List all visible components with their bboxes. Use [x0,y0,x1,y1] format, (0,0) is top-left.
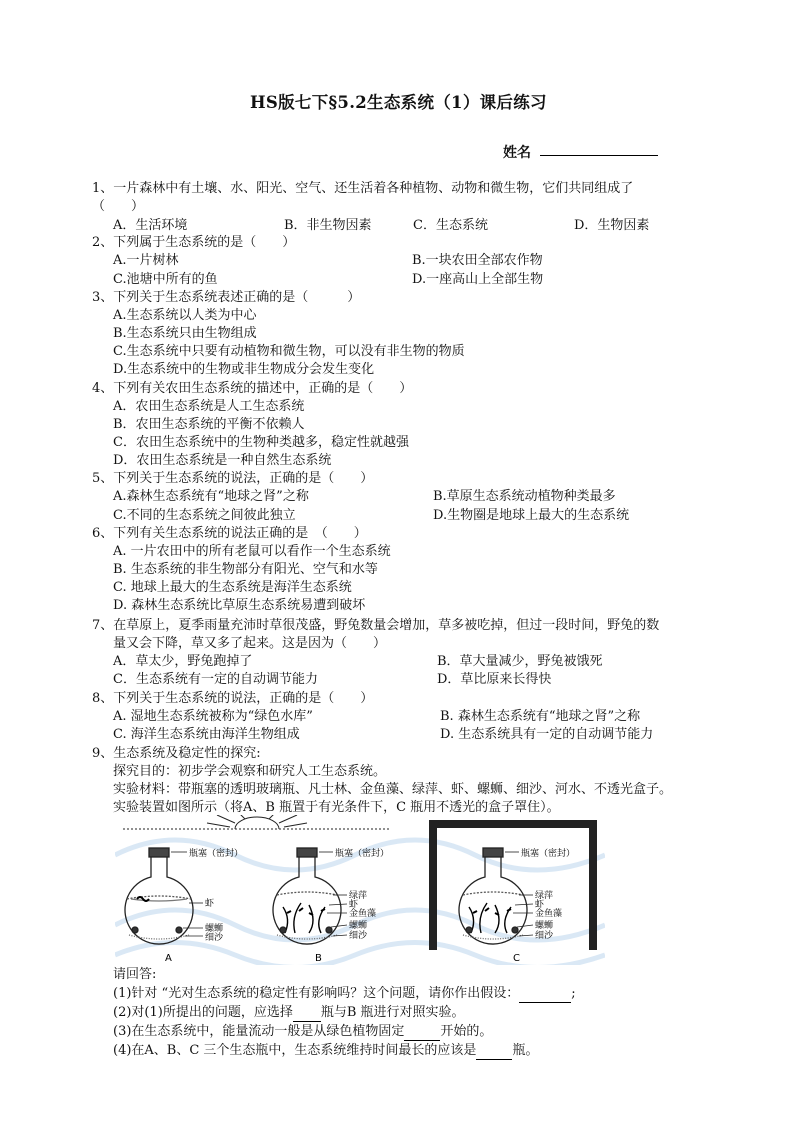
q5-option-a: A.森林生态系统有“地球之肾”之称 [113,489,309,504]
q6-option-d: D. 森林生态系统比草原生态系统易遭到破坏 [113,598,366,613]
q3-option-d: D.生态系统中的生物或非生物成分会发生变化 [113,362,375,377]
q9-sub3 [113,1023,492,1041]
flask-b-stopper-label: 瓶塞（密封） [335,849,390,859]
flask-a-shrimp-label: 虾 [205,899,215,909]
q9-setup: 实验装置如图所示（将A、B 瓶置于有光条件下，C 瓶用不透光的盒子罩住）。 [113,800,560,815]
q8-option-b: B. 森林生态系统有“地球之肾”之称 [440,709,641,724]
page-title: HS版七下§5.2生态系统（1）课后练习 [250,93,547,112]
q2-option-a: A.一片树林 [113,253,179,268]
q9-sub2-text-a: (2)对(1)所提出的问题，应选择 [113,1005,293,1020]
q9-stem: 9、生态系统及稳定性的探究: [92,746,261,761]
q6-option-a: A. 一片农田中的所有老鼠可以看作一个生态系统 [113,544,391,559]
q7-option-b: B．草大量减少，野兔被饿死 [437,654,603,669]
q6-option-b: B. 生态系统的非生物部分有阳光、空气和水等 [113,562,378,577]
q1-option-a: A．生活环境 [113,218,188,233]
name-label: 姓名 [503,145,531,161]
q5-stem: 5、下列关于生态系统的说法，正确的是（ ） [92,471,374,486]
q7-option-c: C．生态系统有一定的自动调节能力 [113,672,318,687]
q3-stem: 3、下列关于生态系统表述正确的是（ ） [92,290,361,305]
q1-paren: （ ） [92,199,145,214]
q4-option-c: C．农田生态系统中的生物种类越多，稳定性就越强 [113,435,409,450]
name-blank[interactable] [540,155,658,156]
q9-sub1 [113,985,576,1003]
q4-stem: 4、下列有关农田生态系统的描述中，正确的是（ ） [92,381,413,396]
q9-answer-prompt: 请回答: [113,967,157,982]
q9-sub2-blank[interactable] [293,1007,321,1022]
q1-option-d: D．生物因素 [574,218,650,233]
q1-option-c: C．生态系统 [413,218,488,233]
q8-option-d: D. 生态系统具有一定的自动调节能力 [440,727,654,742]
q9-sub1-end: ; [571,986,576,1001]
q2-option-d: D.一座高山上全部生物 [412,272,544,287]
q4-option-a: A．农田生态系统是人工生态系统 [113,399,305,414]
flask-a-stopper-label: 瓶塞（密封） [189,849,244,859]
q9-sub1-text: (1)针对 “光对生态系统的稳定性有影响吗？这个问题，请你作出假设： [113,986,520,1001]
q9-sub2 [113,1004,465,1022]
flask-b-caption: B [315,953,322,964]
q7-stem-line1: 7、在草原上，夏季雨量充沛时草很茂盛，野兔数量会增加，草多被吃掉，但过一段时间，野兔的数 [92,618,660,633]
q7-option-a: A．草太少，野兔跑掉了 [113,654,253,669]
q3-option-b: B.生态系统只由生物组成 [113,326,257,341]
q5-option-d: D.生物圈是地球上最大的生态系统 [433,508,630,523]
q9-sub2-text-b: 瓶与B 瓶进行对照实验。 [320,1005,465,1020]
q9-sub4 [113,1042,538,1060]
q6-stem: 6、下列有关生态系统的说法正确的是 （ ） [92,526,367,541]
q2-option-b: B.一块农田全部农作物 [412,253,543,268]
q9-sub4-blank[interactable] [476,1045,512,1060]
flask-c-sand-label: 细沙 [535,931,554,941]
flask-c-caption: C [513,953,520,964]
q3-option-c: C.生态系统中只要有动植物和微生物，可以没有非生物的物质 [113,344,465,359]
q7-stem-line2: 量又会下降，草又多了起来。这是因为（ ） [113,636,387,651]
flask-a [125,848,203,944]
flask-c-duckweed-label: 绿萍 [535,891,554,901]
q9-sub3-blank[interactable] [404,1026,440,1041]
flask-b-hornwort-label: 金鱼藻 [349,909,377,919]
q8-stem: 8、下列关于生态系统的说法，正确的是（ ） [92,691,374,706]
q9-materials: 实验材料：带瓶塞的透明玻璃瓶、凡士林、金鱼藻、绿萍、虾、螺蛳、细沙、河水、不透光盒子。 [113,782,673,797]
flask-a-snail-label: 螺蛳 [205,924,224,934]
q5-option-c: C.不同的生态系统之间彼此独立 [113,508,296,523]
q9-sub1-blank[interactable] [519,988,571,1003]
q1-option-b: B．非生物因素 [284,218,372,233]
flask-c-stopper-label: 瓶塞（密封） [521,849,576,859]
q9-sub4-text-b: 瓶。 [512,1043,539,1058]
q9-sub3-text-a: (3)在生态系统中，能量流动一般是从绿色植物固定 [113,1024,405,1039]
flask-a-caption: A [165,953,172,964]
flask-c-snail-label: 螺蛳 [535,921,554,931]
q8-option-c: C. 海洋生态系统由海洋生物组成 [113,727,300,742]
flask-b-duckweed-label: 绿萍 [349,891,368,901]
experiment-figure [115,815,605,965]
sun-icon [123,815,391,829]
q4-option-b: B．农田生态系统的平衡不依赖人 [113,417,305,432]
flask-b-snail-label: 螺蛳 [349,921,368,931]
q5-option-b: B.草原生态系统动植物种类最多 [433,489,616,504]
flask-b-sand-label: 细沙 [349,931,368,941]
flask-c-shrimp-label: 虾 [535,900,545,910]
q7-option-d: D．草比原来长得快 [437,672,552,687]
q1-stem: 1、一片森林中有土壤、水、阳光、空气、还生活着各种植物、动物和微生物，它们共同组成了 [92,181,634,196]
flask-a-sand-label: 细沙 [205,933,224,943]
q2-stem: 2、下列属于生态系统的是（ ） [92,235,296,250]
q9-sub3-text-b: 开始的。 [440,1024,493,1039]
flask-c-hornwort-label: 金鱼藻 [535,909,563,919]
q9-purpose: 探究目的：初步学会观察和研究人工生态系统。 [113,764,387,779]
q6-option-c: C. 地球上最大的生态系统是海洋生态系统 [113,580,352,595]
q8-option-a: A. 湿地生态系统被称为“绿色水库” [113,709,313,724]
q9-sub4-text-a: (4)在A、B、C 三个生态瓶中，生态系统维持时间最长的应该是 [113,1043,477,1058]
q3-option-a: A.生态系统以人类为中心 [113,308,257,323]
flask-b-shrimp-label: 虾 [349,900,359,910]
q4-option-d: D．农田生态系统是一种自然生态系统 [113,453,332,468]
q2-option-c: C.池塘中所有的鱼 [113,272,218,287]
